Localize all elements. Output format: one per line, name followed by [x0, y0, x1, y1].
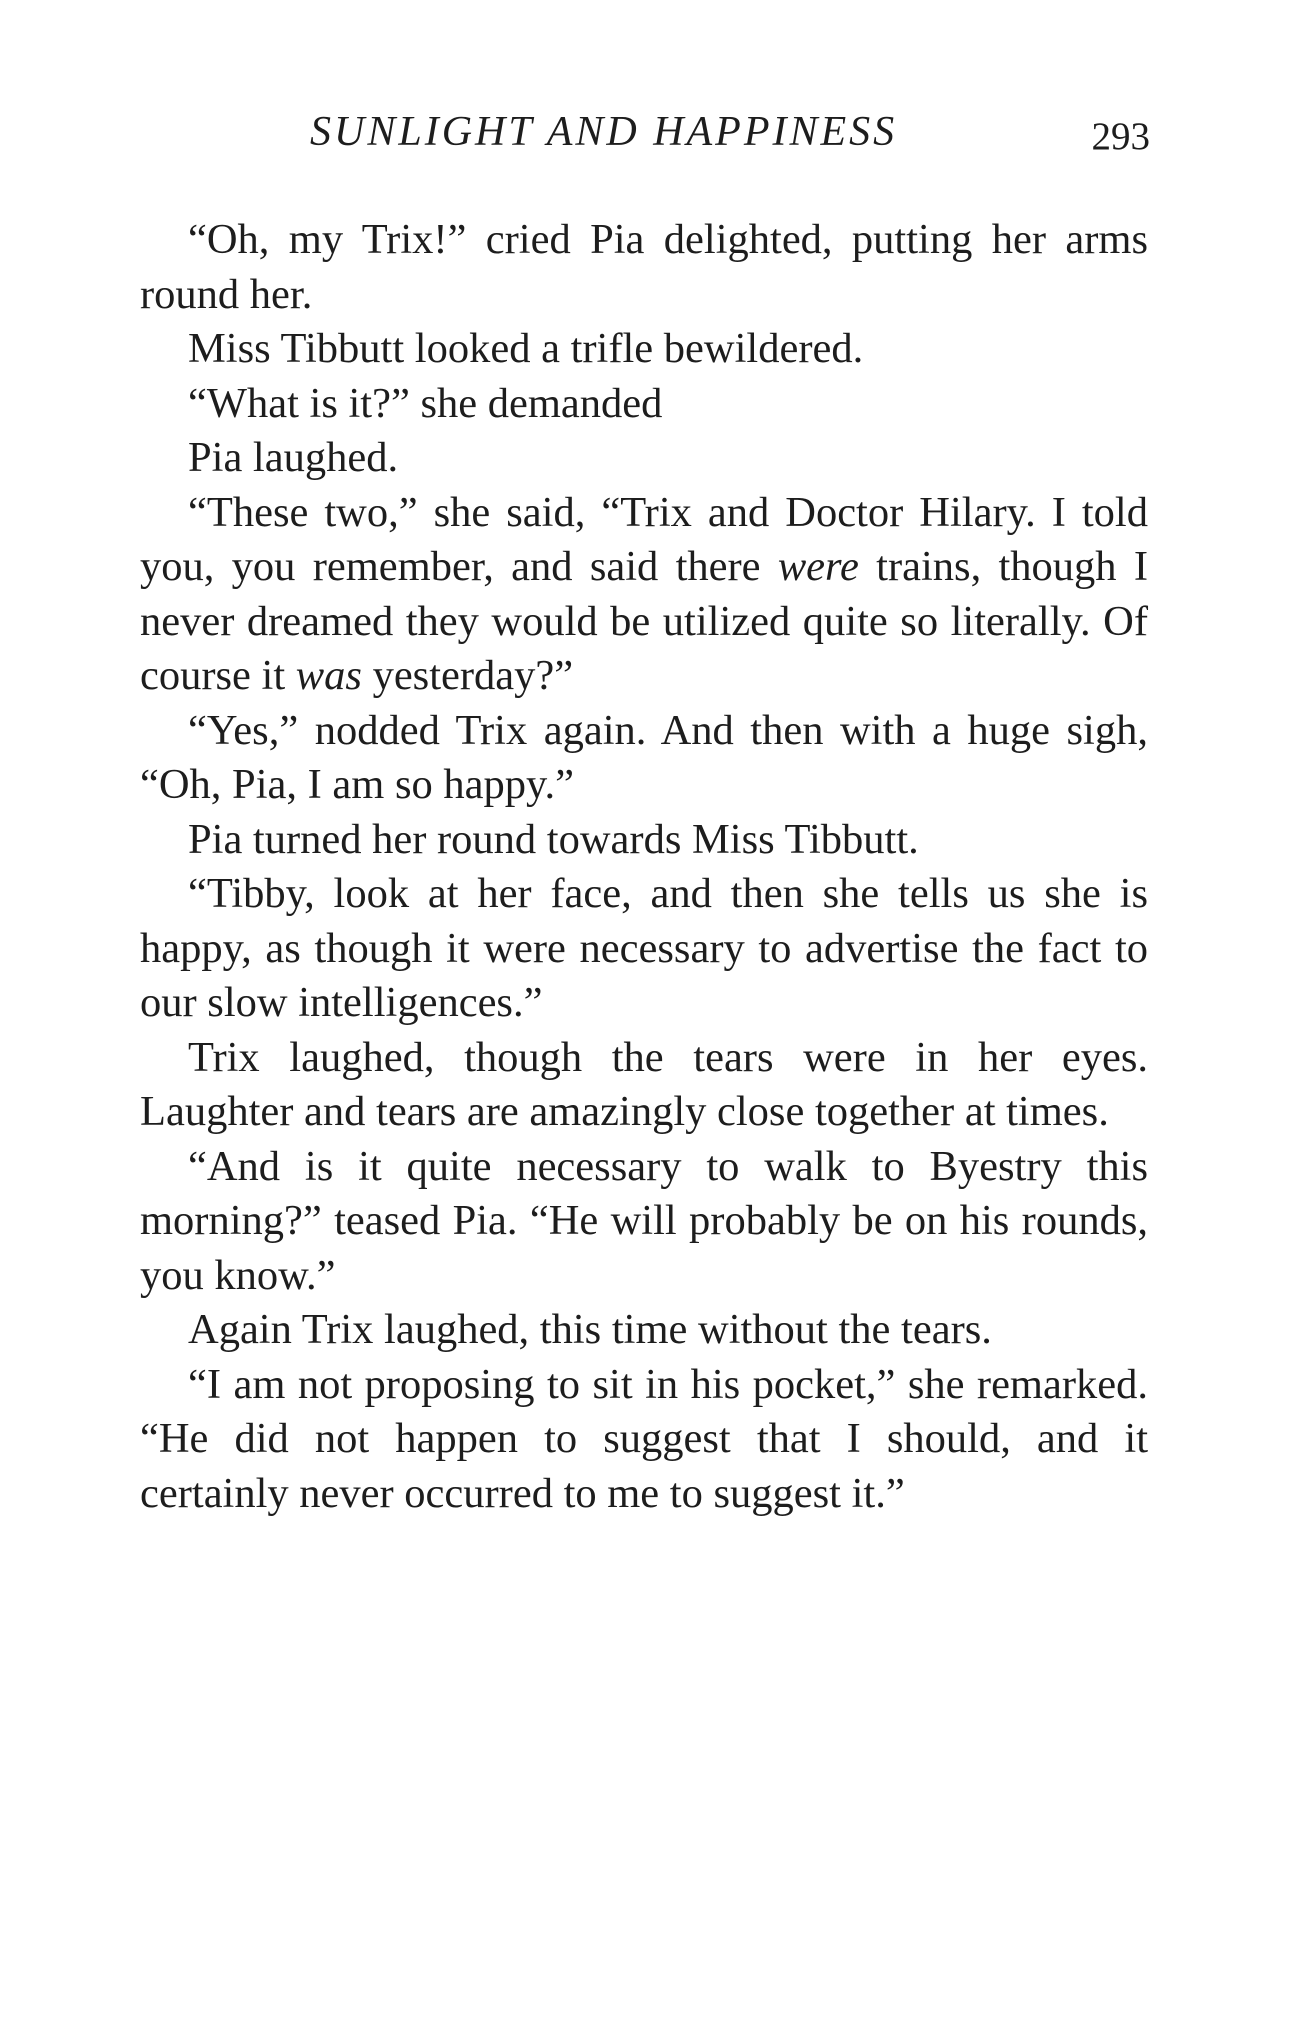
- paragraph: “I am not proposing to sit in his pocket,” she remarked. “He did not happen to suggest that I should, and it certainly never occurred to me to suggest it.”: [140, 1360, 1148, 1517]
- paragraph: “And is it quite necessary to walk to Byestry this morning?” teased Pia. “He will probably be on his rounds, you know.”: [140, 1142, 1148, 1299]
- paragraph: Again Trix laughed, this time without the tears.: [188, 1306, 992, 1353]
- paragraph: “These two,” she said, “Trix and Doctor Hilary. I told you, you remember, and said there were trains, though I never dreamed they would be utilized quite so literally. Of course it was yesterday?”: [140, 488, 1148, 699]
- paragraph: “Tibby, look at her face, and then she tells us she is happy, as though it were necessary to advertise the fact to our slow intelligences.”: [140, 870, 1148, 1026]
- paragraph: Pia laughed.: [188, 434, 399, 481]
- page-number: 293: [1091, 115, 1150, 158]
- paragraph: “Oh, my Trix!” cried Pia delighted, putting her arms round her.: [140, 216, 1148, 318]
- italic-emphasis: were: [777, 543, 859, 590]
- paragraph: Miss Tibbutt looked a trifle bewildered.: [188, 325, 864, 372]
- running-title: SUNLIGHT AND HAPPINESS: [310, 109, 898, 155]
- italic-emphasis: was: [295, 652, 362, 699]
- paragraph: Pia turned her round towards Miss Tibbutt.: [188, 815, 919, 863]
- paragraph: “What is it?” she demanded: [188, 379, 663, 427]
- body-text: [140, 213, 1148, 1521]
- running-head: [140, 108, 1150, 168]
- paragraph: Trix laughed, though the tears were in her eyes. Laughter and tears are amazingly close together at times.: [140, 1033, 1148, 1135]
- paragraph: “Yes,” nodded Trix again. And then with a huge sigh, “Oh, Pia, I am so happy.”: [140, 706, 1148, 808]
